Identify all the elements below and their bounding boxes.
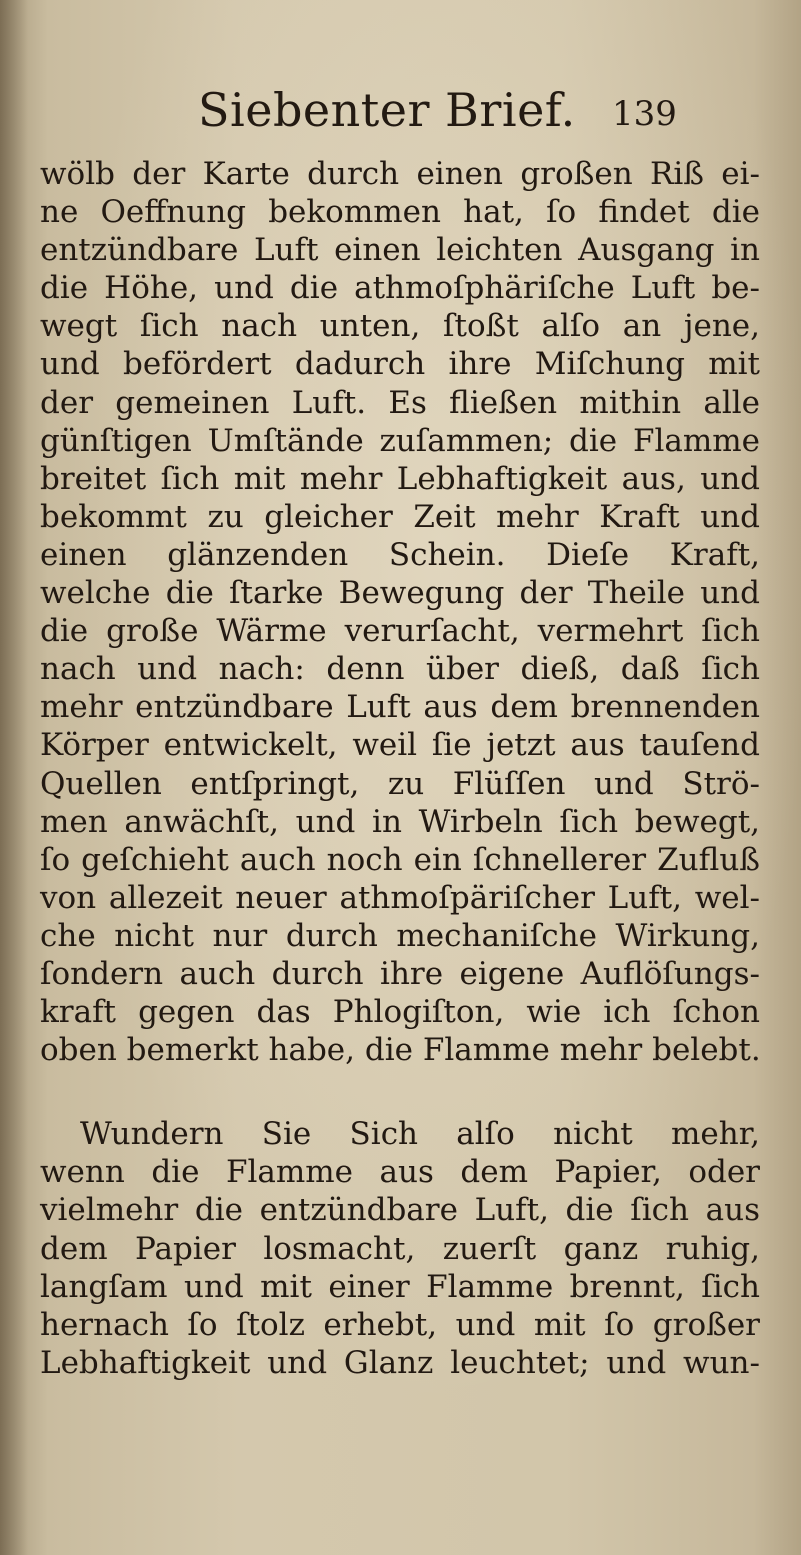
text-line: ſo geſchieht auch noch ein ſchnellerer Zufluß xyxy=(40,841,760,878)
text-line: günſtigen Umſtände zuſammen; die Flamme xyxy=(40,422,760,459)
text-line: men anwächſt, und in Wirbeln ſich bewegt, xyxy=(40,803,760,840)
text-line: oben bemerkt habe, die Flamme mehr belebt. xyxy=(40,1032,761,1069)
text-line: vielmehr die entzündbare Luft, die ſich aus xyxy=(40,1192,760,1229)
text-line: breitet ſich mit mehr Lebhaftigkeit aus, und xyxy=(40,460,760,497)
text-line: langſam und mit einer Flamme brennt, ſich xyxy=(40,1268,760,1305)
text-line: Quellen entſpringt, zu Flüſſen und Strö- xyxy=(40,765,760,802)
text-line: hernach ſo ſtolz erhebt, und mit ſo großer xyxy=(40,1306,760,1343)
text-line: welche die ſtarke Bewegung der Theile und xyxy=(40,575,760,612)
page-number: 139 xyxy=(612,94,677,134)
text-line: che nicht nur durch mechaniſche Wirkung, xyxy=(40,917,760,954)
text-line: nach und nach: denn über dieß, daß ſich xyxy=(40,651,760,688)
text-line: mehr entzündbare Luft aus dem brennenden xyxy=(40,689,760,726)
paragraph-1 xyxy=(40,155,760,1069)
text-line: einen glänzenden Schein. Dieſe Kraft, xyxy=(40,536,760,573)
page-header xyxy=(0,80,801,140)
binding-shadow xyxy=(0,0,28,1555)
text-line: bekommt zu gleicher Zeit mehr Kraft und xyxy=(40,498,760,535)
paragraph-gap xyxy=(40,1069,760,1115)
text-line: Wundern Sie Sich alſo nicht mehr, xyxy=(80,1116,760,1153)
text-line: und befördert dadurch ihre Miſchung mit xyxy=(40,346,760,383)
paragraph-2 xyxy=(40,1115,760,1382)
text-line: wenn die Flamme aus dem Papier, oder xyxy=(40,1154,760,1191)
text-line: wegt ſich nach unten, ſtoßt alſo an jene, xyxy=(40,308,760,345)
text-line: Lebhaftigkeit und Glanz leuchtet; und wun- xyxy=(40,1344,760,1381)
text-line: dem Papier losmacht, zuerſt ganz ruhig, xyxy=(40,1230,760,1267)
text-line: entzündbare Luft einen leichten Ausgang in xyxy=(40,232,760,269)
body-text xyxy=(40,155,760,1382)
text-line: ne Oeffnung bekommen hat, ſo findet die xyxy=(40,194,760,231)
text-line: Körper entwickelt, weil ſie jetzt aus tauſend xyxy=(40,727,760,764)
text-line: von allezeit neuer athmoſpäriſcher Luft, wel- xyxy=(40,879,760,916)
text-line: der gemeinen Luft. Es fließen mithin alle xyxy=(40,384,760,421)
text-line: die Höhe, und die athmoſphäriſche Luft be- xyxy=(40,270,760,307)
text-line: ſondern auch durch ihre eigene Auflöſungs- xyxy=(40,955,760,992)
text-line: wölb der Karte durch einen großen Riß ei- xyxy=(40,156,760,192)
running-title: Siebenter Brief. xyxy=(198,83,576,137)
text-line: die große Wärme verurſacht, vermehrt ſich xyxy=(40,613,760,650)
text-line: kraft gegen das Phlogiſton, wie ich ſchon xyxy=(40,994,760,1031)
